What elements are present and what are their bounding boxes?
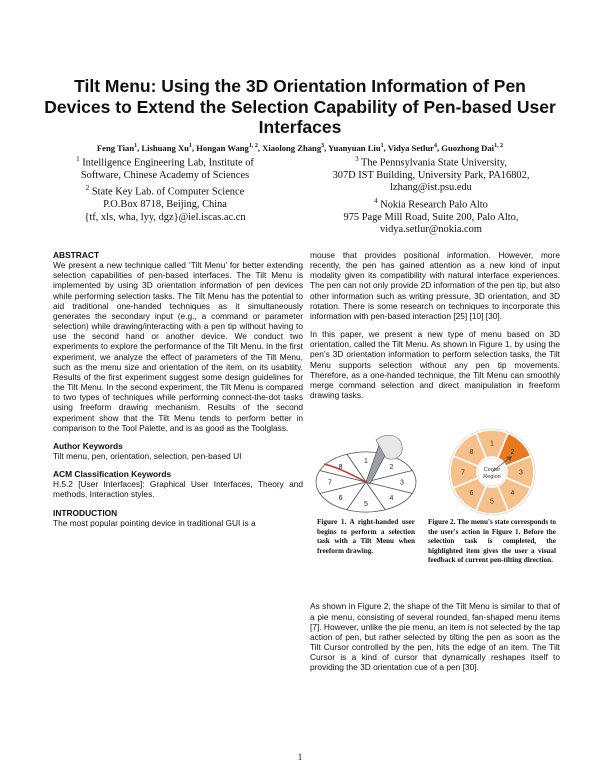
right-paragraph-1: mouse that provides positional information. However, more recently, the pen has gained attention as a new kind of input modality given its compatibility with natural interface experiences. The pen can not only provide 2D information of the pen tip, but also other information such as writing pressure, 3D orientation, and 3D rotation. There is some research on techniques to incorporate this information with pen-based interaction [25] [10] [30]. [310, 250, 560, 321]
affiliation-line [300, 195, 562, 212]
menu-item-label: 7 [328, 479, 332, 487]
affiliations-left [40, 153, 290, 224]
affiliation-sup: 1 [76, 155, 80, 163]
acm-text: H.5.2 [User Interfaces]: Graphical User Interfaces, Theory and methods, Interaction styles. [53, 479, 303, 500]
page-number: 1 [297, 752, 303, 762]
figure-2 [436, 428, 548, 516]
affiliation-text: 975 Page Mill Road, Suite 200, Palo Alto, [343, 211, 519, 223]
author-list: Feng Tian$^1$, Lishuang Xu$^1$, Hongan Wang$^{1, 2}$, Xiaolong Zhang$^3$, Yuanyuan Liu$^1$, Vidya Setlur$^4$, Guozhong Dai$^{1, 2}$ [96, 142, 504, 153]
abstract-text: We present a new technique called ‘Tilt Menu’ for better extending selection capabilities of pen-based interfaces. The Tilt Menu is implemented by using 3D orientation information of pen devices while performing selection tasks. The Tilt Menu has the potential to aid traditional one-handed techniques as it simultaneously generates the secondary input (e.g., a command or parameter selection) while drawing/interacting with a pen tip without having to use the second hand or another device. We conduct two experiments to explore the performance of the Tilt Menu. In the first experiment, we analyze the effect of parameters of the Tilt Menu, such as the menu size and orientation of the item, on its usability. Results of the first experiment suggest some design guidelines for the Tilt Menu. In the second experiment, the Tilt Menu is compared to two types of techniques while performing connect-the-dot tasks using freeform drawing mechanism. Results of the second experiment show that the Tilt Menu tends to perform better in comparison to the Tool Palette, and is as good as the Toolglass. [53, 260, 303, 433]
affiliation-text: 307D IST Building, University Park, PA16802, [332, 169, 530, 181]
affiliation-text: Software, Chinese Academy of Sciences [80, 169, 250, 181]
menu-item-label: 4 [510, 490, 515, 498]
affiliation-line [300, 212, 562, 224]
author-sup: 1, 2 [248, 143, 258, 149]
author-name: Yuanyuan Liu [328, 142, 381, 153]
menu-item-label: 8 [469, 448, 474, 456]
left-column [53, 250, 303, 528]
menu-item-label: 2 [389, 464, 394, 472]
right-paragraph-3: As shown in Figure 2, the shape of the Tilt Menu is similar to that of a pie menu, consisting of several rounded, fan-shaped menu items [7]. However, unlike the pie menu, an item is not selected by the tap action of pen, but rather selected by tilting the pen as soon as the Tilt Cursor controlled by the pen, hits the edge of an item. The Tilt Cursor is a kind of cursor that dynamically reshapes itself to providing the 3D orientation cue of a pen [30]. [310, 601, 560, 673]
right-column-bottom [310, 593, 560, 681]
author-name: Feng Tian [96, 142, 135, 153]
author-sup: 1 [188, 143, 192, 149]
affiliation-text: Intelligence Engineering Lab, Institute of [82, 157, 254, 169]
paper-title: Tilt Menu: Using the 3D Orientation Information of Pen Devices to Extend the Selection Capability of Pen-based User Interfaces [44, 76, 556, 137]
author-name: Lishuang Xu [141, 142, 189, 153]
intro-text: The most popular pointing device in traditional GUI is a [53, 517, 256, 528]
center-label: Center [483, 467, 501, 473]
menu-item-label: 5 [490, 498, 494, 506]
center-label: Region [483, 474, 501, 480]
affiliation-text: lzhang@ist.psu.edu [390, 182, 472, 194]
affiliation-sup: 3 [355, 155, 359, 163]
acm-heading: ACM Classification Keywords [53, 469, 172, 480]
author-sup: 1, 2 [494, 143, 504, 149]
keywords-text: Tilt menu, pen, orientation, selection, pen-based UI [53, 450, 242, 461]
affiliation-sup: 4 [374, 196, 378, 205]
author-sup: 1 [380, 143, 384, 149]
keywords-heading: Author Keywords [53, 440, 123, 451]
right-column [310, 250, 560, 400]
affiliation-sup: 2 [85, 184, 90, 193]
author-name: Xiaolong Zhang [262, 142, 322, 153]
figure-1-caption: Figure 1. A right-handed user begins to perform a selection task with a Tilt Menu when freeform drawing. [317, 518, 415, 555]
affiliation-line [40, 153, 290, 170]
affiliation-text: The Pennsylvania State University, [361, 157, 507, 169]
affiliation-text: vidya.setlur@nokia.com [380, 223, 482, 235]
intro-heading: INTRODUCTION [53, 507, 118, 518]
menu-item-label: 4 [389, 494, 394, 502]
author-sup: 3 [321, 143, 325, 149]
affiliation-line [40, 199, 290, 211]
affiliations-right [300, 153, 562, 236]
affiliation-text: State Key Lab. of Computer Science [91, 186, 245, 198]
affiliation-line [40, 212, 290, 224]
menu-item-label: 5 [364, 501, 368, 509]
author-name: Vidya Setlur [387, 142, 434, 153]
menu-item-label: 2 [510, 448, 515, 456]
affiliation-line [300, 153, 562, 170]
menu-item-label: 3 [519, 469, 523, 477]
affiliation-text: Nokia Research Palo Alto [380, 199, 488, 211]
affiliation-text: P.O.Box 8718, Beijing, China [103, 199, 227, 211]
abstract-heading: ABSTRACT [53, 250, 100, 260]
affiliation-line [300, 224, 562, 236]
author-name: Hongan Wang [196, 142, 249, 153]
menu-item-label: 6 [338, 494, 343, 502]
right-paragraph-2: In this paper, we present a new type of menu based on 3D orientation, called the Tilt Menu. As shown in Figure 1, by using the pen’s 3D orientation information to perform selection tasks, the Tilt Menu supports selection without any pen tip movements. Therefore, as a one-handed technique, the Tilt Menu can smoothly merge command selection and direct manipulation in freeform drawing tasks. [310, 329, 560, 401]
affiliation-line [40, 182, 290, 199]
affiliation-line [300, 182, 562, 194]
affiliation-line [40, 170, 290, 182]
author-name: Guozhong Dai [441, 142, 495, 153]
affiliation-text: {tf, xls, wha, lyy, dgz}@iel.iscas.ac.cn [84, 211, 246, 223]
author-sup: 4 [434, 143, 437, 149]
author-sup: 1 [134, 143, 138, 149]
menu-item-label: 1 [364, 457, 368, 465]
figure-1 [310, 432, 422, 514]
menu-item-label: 6 [469, 490, 474, 498]
affiliation-line [300, 170, 562, 182]
menu-item-label: 8 [338, 464, 343, 472]
menu-item-label: 7 [461, 469, 465, 477]
figure-2-caption: Figure 2. The menu's state corresponds to the user's action in Figure 1. Before the selection task is completed, the highlighted item gives the user a visual feedback of current pen-tilting direction. [428, 518, 556, 565]
menu-item-label: 3 [400, 479, 404, 487]
menu-item-label: 1 [490, 440, 494, 448]
